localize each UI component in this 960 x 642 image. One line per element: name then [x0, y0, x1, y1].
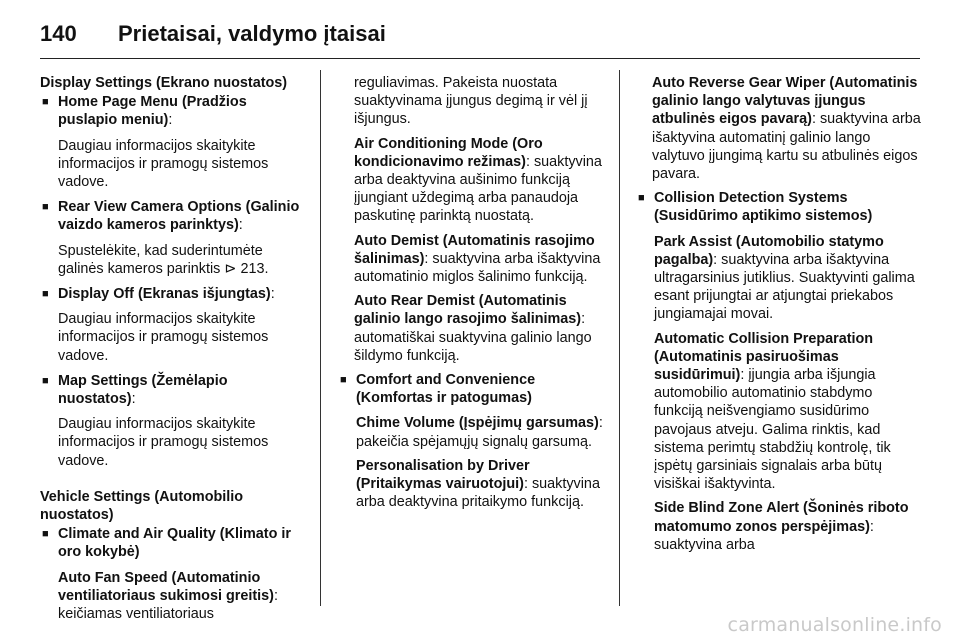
- item-label: Rear View Camera Options (Galinio vaizdo kameros parinktys): [58, 199, 300, 234]
- item-label: Comfort and Convenience (Komfortas ir patogumas): [356, 372, 536, 407]
- sub-item-description: suaktyvina arba išaktyvina automatinį galinio lango valytuvo įjungimą kartu su atbulinės eigos pavara.: [652, 111, 921, 183]
- page-number: 140: [40, 21, 77, 46]
- bullet-square-icon: ■: [638, 192, 645, 205]
- bullet-square-icon: ■: [42, 96, 49, 109]
- sub-item: Side Blind Zone Alert (Šoninės riboto matomumo zonos perspėjimas): suaktyvina arba: [654, 500, 909, 553]
- sub-item-description: suaktyvina arba: [654, 536, 755, 553]
- item-description: Daugiau informacijos skaitykite informacijos ir pramogų sistemos vadove.: [58, 137, 269, 191]
- page-ref-arrow-icon: ⊳: [224, 260, 241, 277]
- sub-item: Auto Reverse Gear Wiper (Automatinis galinio lango valytuvas įjungus atbulinės eigos pavarą): suaktyvina arba išaktyvina automatinį galinio lango valytuvo įjungimą kartu su atbulinės eigos pavara.: [652, 75, 921, 183]
- section-heading-display: Display Settings (Ekrano nuostatos): [40, 75, 288, 91]
- column-2: [338, 74, 606, 511]
- page-title: Prietaisai, valdymo įtaisai: [118, 21, 386, 46]
- bullet-item: ■ Rear View Camera Options (Galinio vaizdo kameros parinktys): Spustelėkite, kad suderintumėte galinės kameros parinktis ⊳ 213.: [40, 198, 306, 278]
- sub-item-label: Chime Volume (Įspėjimų garsumas): [356, 415, 599, 432]
- sub-item: Auto Rear Demist (Automatinis galinio lango rasojimo šalinimas): automatiškai suaktyvina galinio lango šildymo funkciją.: [354, 293, 592, 364]
- sub-item-label: Air Conditioning Mode (Oro kondicionavimo režimas): [354, 135, 543, 170]
- sub-item: Auto Demist (Automatinis rasojimo šalinimas): suaktyvina arba išaktyvina automatinio miglos šalinimo funkciją.: [354, 232, 601, 286]
- section-heading-vehicle: Vehicle Settings (Automobilio nuostatos): [40, 488, 244, 524]
- bullet-square-icon: ■: [340, 374, 347, 387]
- page-reference: 213.: [240, 260, 269, 277]
- sub-item-description: įjungia arba išjungia automobilio automatinio stabdymo funkciją neišvengiamo susidūrimo pavojaus atveju. Galima rinktis, kad sistema perimtų stabdžių kontrolę, tik įspėtų garsiniais signalais arba būtų visiškai išaktyvinta.: [654, 367, 891, 493]
- header-rule: [40, 58, 920, 59]
- bullet-item: [40, 525, 306, 623]
- sub-item: Air Conditioning Mode (Oro kondicionavimo režimas): suaktyvina arba deaktyvina aušinimo funkciją įjungiant uždegimą arba panaudoja paskutinę parinktą nuostatą.: [354, 135, 602, 225]
- column-divider: [619, 70, 620, 606]
- item-label: Map Settings (Žemėlapio nuostatos): [58, 372, 228, 408]
- item-description: Daugiau informacijos skaitykite informacijos ir pramogų sistemos vadove.: [58, 311, 269, 364]
- sub-item: Automatic Collision Preparation (Automatinis pasiruošimas susidūrimui): įjungia arba išjungia automobilio automatinio stabdymo funkciją neišvengiamo susidūrimo pavojaus atveju. Galima rinktis, kad sistema perimtų stabdžių kontrolę, tik įspėtų garsiniais signalais arba būtų visiškai išaktyvinta.: [654, 330, 891, 493]
- bullet-item: [636, 189, 924, 554]
- item-description: Spustelėkite, kad suderintumėte galinės kameros parinktis ⊳ 213.: [58, 242, 269, 277]
- sub-item-label: Auto Fan Speed (Automatinio ventiliatoriaus sukimosi greitis): [58, 569, 274, 604]
- bullet-square-icon: ■: [42, 288, 49, 301]
- sub-item-description: pakeičia spėjamųjų signalų garsumą.: [356, 433, 592, 450]
- sub-item-label: Auto Demist (Automatinis rasojimo šalinimas): [354, 232, 595, 267]
- item-label: Climate and Air Quality (Klimato ir oro kokybė): [58, 526, 291, 561]
- bullet-square-icon: ■: [42, 528, 49, 541]
- sub-item-description: suaktyvina arba deaktyvina pritaikymo funkciją.: [356, 476, 600, 511]
- bullet-item: ■ Home Page Menu (Pradžios puslapio meniu): Daugiau informacijos skaitykite informacijos ir pramogų sistemos vadove.: [40, 93, 306, 191]
- sub-item-description: automatiškai suaktyvina galinio lango šildymo funkciją.: [354, 329, 592, 364]
- sub-item-description: suaktyvina arba deaktyvina aušinimo funkciją įjungiant uždegimą arba panaudoja paskutinę parinktą nuostatą.: [354, 153, 602, 225]
- sub-item-label: Auto Reverse Gear Wiper (Automatinis galinio lango valytuvas įjungus atbulinės eigos pavarą): [652, 75, 918, 128]
- column-3: [636, 74, 924, 554]
- bullet-item: ■ Map Settings (Žemėlapio nuostatos): Daugiau informacijos skaitykite informacijos ir pramogų sistemos vadove.: [40, 372, 306, 470]
- column-1: [40, 74, 306, 623]
- sub-item-label: Automatic Collision Preparation (Automatinis pasiruošimas susidūrimui): [654, 330, 874, 384]
- sub-item: Chime Volume (Įspėjimų garsumas): pakeičia spėjamųjų signalų garsumą.: [356, 415, 603, 450]
- continued-text: reguliavimas. Pakeista nuostata suaktyvinama įjungus degimą ir vėl jį išjungus.: [354, 75, 588, 128]
- bullet-item: ■ Display Off (Ekranas išjungtas): Daugiau informacijos skaitykite informacijos ir pramogų sistemos vadove.: [40, 285, 306, 365]
- sub-item: Personalisation by Driver (Pritaikymas vairuotojui): suaktyvina arba deaktyvina pritaikymo funkciją.: [356, 457, 600, 511]
- sub-item: Auto Fan Speed (Automatinio ventiliatoriaus sukimosi greitis): keičiamas ventiliatoriaus: [58, 569, 278, 623]
- sub-item-label: Park Assist (Automobilio statymo pagalba): [654, 233, 884, 268]
- sub-item-label: Auto Rear Demist (Automatinis galinio lango rasojimo šalinimas): [354, 293, 582, 328]
- item-label: Home Page Menu (Pradžios puslapio meniu): [58, 94, 247, 129]
- sub-item-description: suaktyvina arba išaktyvina automatinio miglos šalinimo funkciją.: [354, 250, 601, 286]
- sub-item: Park Assist (Automobilio statymo pagalba): suaktyvina arba išaktyvina ultragarsinius jutiklius. Suaktyvinti galima esant prijungtai ar atjungtai priekabos jungiamajai movai.: [654, 233, 915, 323]
- watermark: carmanualsonline.info: [727, 614, 942, 636]
- page-header: [40, 14, 920, 54]
- sub-item-label: Side Blind Zone Alert (Šoninės riboto matomumo zonos perspėjimas): [654, 500, 909, 535]
- item-description: Daugiau informacijos skaitykite informacijos ir pramogų sistemos vadove.: [58, 416, 269, 469]
- bullet-item: [338, 371, 606, 511]
- sub-item-description: keičiamas ventiliatoriaus: [58, 606, 214, 623]
- bullet-square-icon: ■: [42, 374, 49, 387]
- item-label: Collision Detection Systems (Susidūrimo aptikimo sistemos): [654, 190, 873, 225]
- sub-item-description: suaktyvina arba išaktyvina ultragarsinius jutiklius. Suaktyvinti galima esant prijungtai ar atjungtai priekabos jungiamajai movai.: [654, 251, 915, 323]
- bullet-square-icon: ■: [42, 201, 49, 214]
- item-label: Display Off (Ekranas išjungtas): [58, 286, 271, 303]
- sub-item-label: Personalisation by Driver (Pritaikymas vairuotojui): [356, 457, 530, 493]
- column-divider: [320, 70, 321, 606]
